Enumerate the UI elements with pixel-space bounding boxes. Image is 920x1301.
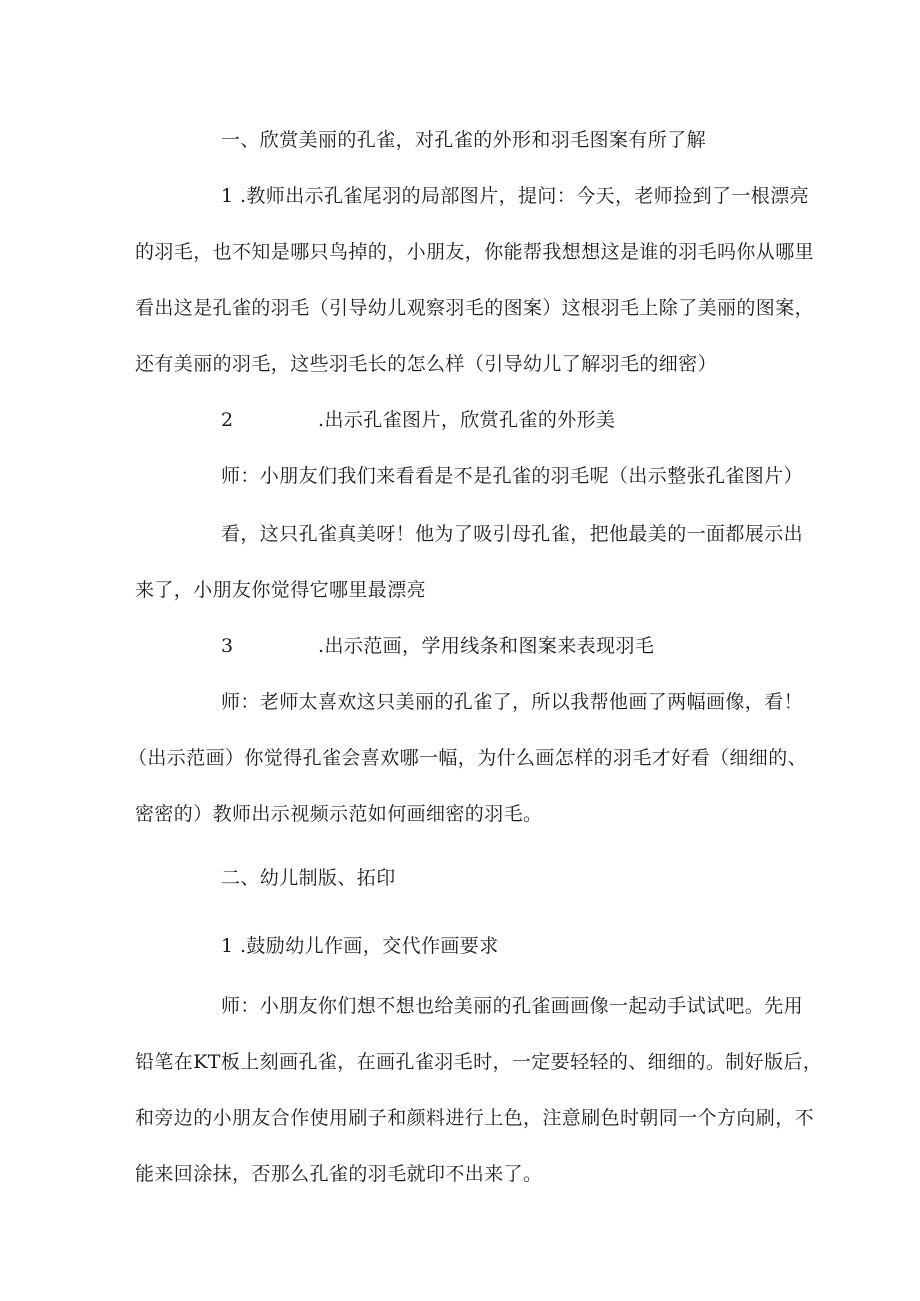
item4-text: .鼓励幼儿作画，交代作画要求 (239, 935, 499, 957)
item1-number: 1 (221, 185, 234, 207)
item1-text: .教师出示孔雀尾羽的局部图片，提问：今天，老师捡到了一根漂亮 (239, 185, 809, 207)
item3-dialog-line3: 密密的）教师出示视频示范如何画细密的羽毛。 (135, 803, 543, 825)
item2-dialog2-line2: 来了，小朋友你觉得它哪里最漂亮 (135, 579, 427, 601)
item2-text: .出示孔雀图片，欣赏孔雀的外形美 (318, 409, 616, 431)
item2-dialog1: 师：小朋友们我们来看看是不是孔雀的羽毛呢（出示整张孔雀图片） (221, 465, 804, 487)
item4-dialog-line2: 铅笔在KT板上刻画孔雀，在画孔雀羽毛时，一定要轻轻的、细细的。制好版后， (135, 1051, 823, 1073)
item3-dialog-line2: （出示范画）你觉得孔雀会喜欢哪一幅，为什么画怎样的羽毛才好看（细细的、 (128, 747, 808, 769)
item3-dialog-line1: 师：老师太喜欢这只美丽的孔雀了，所以我帮他画了两幅画像，看！ (221, 691, 804, 713)
item4-dialog-line3: 和旁边的小朋友合作使用刷子和颜料进行上色，注意刷色时朝同一个方向刷，不 (135, 1107, 815, 1129)
item1-line3: 看出这是孔雀的羽毛（引导幼儿观察羽毛的图案）这根羽毛上除了美丽的图案， (135, 297, 815, 319)
item4-dialog-line1: 师：小朋友你们想不想也给美丽的孔雀画画像一起动手试试吧。先用 (221, 995, 804, 1017)
item1-line2: 的羽毛，也不知是哪只鸟掉的，小朋友，你能帮我想想这是谁的羽毛吗你从哪里 (135, 241, 815, 263)
item1-first-line (221, 184, 809, 208)
item3-text: .出示范画，学用线条和图案来表现羽毛 (318, 635, 655, 657)
item4-dialog-line4: 能来回涂抹，否那么孔雀的羽毛就印不出来了。 (135, 1163, 543, 1185)
item3-number: 3 (221, 635, 234, 657)
item2-dialog2-line1: 看，这只孔雀真美呀！他为了吸引母孔雀，把他最美的一面都展示出 (221, 523, 804, 545)
item4-number: 1 (221, 935, 234, 957)
item2-number: 2 (221, 409, 234, 431)
item1-line4: 还有美丽的羽毛，这些羽毛长的怎么样（引导幼儿了解羽毛的细密） (135, 353, 718, 375)
item4-first-line (221, 934, 499, 958)
section1-heading: 一、欣赏美丽的孔雀，对孔雀的外形和羽毛图案有所了解 (221, 129, 707, 151)
section2-heading: 二、幼儿制版、拓印 (221, 867, 396, 889)
